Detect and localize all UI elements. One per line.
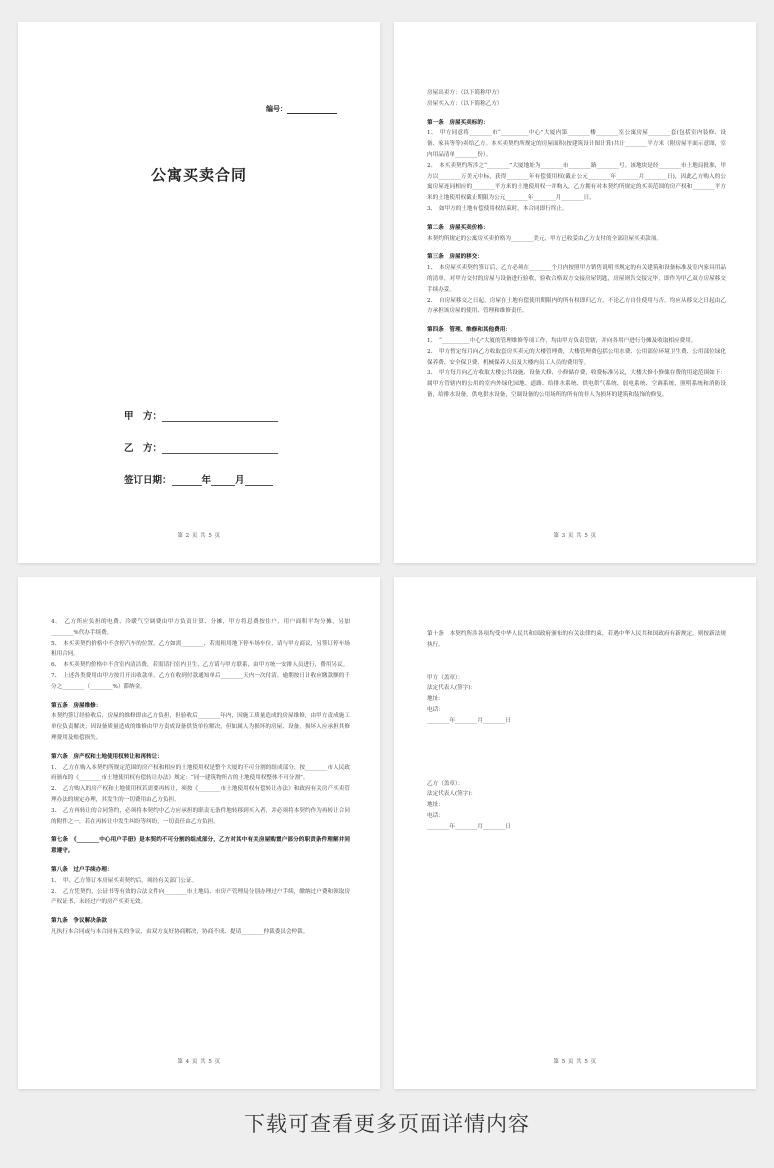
page-4-body xyxy=(51,617,350,938)
clause-paragraph: 本契约签订经验收后，房屋的维修即由乙方负担，但验收后________年内，因施工质量造成的房屋维修，由甲方责成施工单位负责解决；因设备质量造成的维修由甲方责成设备供货单位解决，但如属人为损坏的房屋、设备，损坏人应承担其修理费用及赔偿损失。 xyxy=(51,713,350,741)
party-b-address: 地址： xyxy=(427,802,444,809)
date-label: 签订日期： xyxy=(124,475,172,486)
clause-paragraph: 房屋买入方：（以下简称乙方） xyxy=(427,100,503,107)
page-number: 第 5 页 共 5 页 xyxy=(553,1059,597,1065)
clause-paragraph: 6、 本买卖契约价格中不含室内清洁费，若需请扫室内卫生，乙方请与甲方联系，由甲方统一安排人员进行，费用另议。 xyxy=(51,662,349,669)
contract-page-5 xyxy=(394,577,756,1089)
article-heading: 第五条 房屋维修： xyxy=(51,702,102,709)
clause-paragraph: 本契约所规定的公寓房买卖价格为________美元，甲方已收妥由乙方支付的全部房屋买卖款项。 xyxy=(427,235,662,242)
clause-paragraph: 凡执行本合同或与本合同有关的争议，由双方友好协商解决，协商不成，提请________仲裁委员会仲裁。 xyxy=(51,928,309,935)
number-label: 编号： xyxy=(266,104,287,113)
party-b-line xyxy=(124,440,278,454)
party-b-date: ________年________月________日 xyxy=(427,823,511,830)
party-b-label: 乙 方： xyxy=(124,443,163,454)
page-5-body xyxy=(427,629,726,833)
page-number: 第 4 页 共 5 页 xyxy=(177,1059,221,1065)
party-b-blank xyxy=(162,443,278,454)
clause-paragraph: 5、 本买卖契约价格中不含停汽车的位置，乙方如需________，若需租用地下停车场车位，请与甲方商议，另签订停车场租用合同。 xyxy=(51,640,350,658)
clause-paragraph: 7、 上述各类费用由甲方按月开出收款单，乙方在收到付款通知单后________天内一次付清。逾期按日计收应缴款额的千分之________（________%）滞纳金。 xyxy=(51,672,350,690)
party-b-phone: 电话： xyxy=(427,812,444,819)
clause-paragraph: 3、 甲方每月向乙方收取大楼公共设施、设备大修、小修储存费，收费标准另议，大楼大修小修储存费的用途范围如下：属甲方管辖内的公用的室内外绿化园地、道路、给排水系统、供电供气系统、弱电系统、空调系统、照明系统和消防设备，给排水设备，供电供水设备，空调设备的公用场所的所有的非人为损坏的建筑和装饰的修复。 xyxy=(427,370,726,398)
contract-page-4 xyxy=(18,577,380,1089)
article-heading: 第六条 房产权和土地使用权转让和再转让： xyxy=(51,753,163,760)
article-heading: 第一条 房屋买卖标的： xyxy=(427,119,489,126)
sign-date-line xyxy=(124,472,273,486)
article-heading: 第七条 《________中心用户手册》是本契约不可分割的组成部分，乙方对其中有关房屋购置户部分的职责条件理解并同意遵守。 xyxy=(51,837,350,855)
clause-paragraph: 2、 乙方购入的房产权和土地使用权若需要再转让，须按《________市土地使用权有偿转让办法》和政府有关房产买卖管理办法的规定办理，其发生的一切费用由乙方负担。 xyxy=(51,786,350,803)
article-heading: 第四条 管理、维修和其他费用： xyxy=(427,327,511,334)
party-a-line xyxy=(124,408,278,422)
month-blank xyxy=(211,475,235,486)
clause-paragraph: 1、 “__________中心”大厦的管理维修等项工作，均由甲方负责管辖，并向各用户进行分摊及收取相应费用。 xyxy=(427,337,697,344)
contract-title: 公寓买卖合同 xyxy=(150,166,247,184)
party-a-phone: 电话： xyxy=(427,706,444,713)
party-a-rep: 法定代表人(签字)： xyxy=(427,685,477,692)
page-number: 第 2 页 共 5 页 xyxy=(177,533,221,539)
page-number: 第 3 页 共 5 页 xyxy=(553,533,597,539)
party-a-seal: 甲方（盖章）： xyxy=(427,674,464,681)
clause-paragraph: 1、 乙方在购入本契约所规定范围的房产权和相应的土地使用权是整个大厦的不可分割的组成部分，按________市人民政府颁布的《________市土地使用权有偿转让办法》规定：“同一建筑物所占的土地使用权整体不可分割”。 xyxy=(51,764,350,782)
article-heading: 第九条 争议解决条款 xyxy=(51,918,107,925)
clause-paragraph: 2、 本买卖契约所涉之“________”大厦地址为________市________路________号。该地块是经________市土地局批准，甲方以________万美元中标，获得________年有偿使用权(截止公元________年________月________日)，因此乙方购入的公寓房屋连同相应的________平方米的土地使用权一并购入，乙方拥有对本契约所规定的买卖范围的房产权和________平方米的土地使用权截止期限为公元________年________月________日。 xyxy=(427,162,726,202)
page-3-body xyxy=(427,88,726,401)
clause-paragraph: 2、 甲方暂定每月向乙方收取套房买卖元的大楼管理费，大楼管理费包括公用水费、公用部位环境卫生费、公用部位绿化保养费、安全保卫费、机械保养人员及大楼内员工人员的费用等。 xyxy=(427,348,726,366)
party-a-label: 甲 方： xyxy=(124,411,163,422)
party-a-address: 地址： xyxy=(427,696,444,703)
year-label: 年 xyxy=(201,475,212,486)
party-a-blank xyxy=(162,411,278,422)
clause-paragraph: 2、 自房屋移交之日起，房屋在土地有偿使用期限内的所有权即归乙方，不论乙方自住使用与否，均应从移交之日起由乙方承担该房屋的使用、管理和维修责任。 xyxy=(427,297,726,315)
clause-paragraph: 1、 甲、乙方签订本房屋买卖契约后，须经有关部门公证。 xyxy=(51,877,198,884)
download-caption[interactable]: 下载可查看更多页面详情内容 xyxy=(244,1112,530,1136)
contract-number xyxy=(266,104,337,114)
party-b-seal: 乙方（盖章）： xyxy=(427,780,464,787)
party-b-rep: 法定代表人(签字)： xyxy=(427,791,477,798)
number-blank xyxy=(287,106,337,114)
contract-page-3 xyxy=(394,22,756,563)
article-heading: 第八条 过户手续办理： xyxy=(51,866,113,873)
month-label: 月 xyxy=(235,475,245,486)
clause-paragraph: 1、 甲方同意将________市“__________中心”大厦内第________楼________室公寓房屋________套(包括室内装修、设备、家具等等)卖给乙方。本买卖契约所规定的房屋面积(按建筑设计图计算)共计________平方米（附房屋平面示意图，室内用品清单________份）。 xyxy=(427,130,726,158)
article-10: 第十条 本契约所涉各项均受中华人民共和国政府颁布的有关法律约束，若遇中华人民共和国政府有新规定，则按新法规执行。 xyxy=(427,631,726,648)
clause-paragraph: 3、 乙方再转让的合同签约，必须将本契约中乙方应承担的职责无条件地转移到买入者，并必须将本契约作为再转让合同的附件之一，若在再转让中发生纠纷等纠纷，一切责任由乙方负担。 xyxy=(51,807,350,825)
day-blank xyxy=(245,475,273,486)
clause-paragraph: 4、 乙方所应负担的电费、冷暖气空调费由甲方负责计算、分摊，甲方将息费按住户、用户面积平均分摊，另加________%代办手续费。 xyxy=(51,619,350,636)
clause-paragraph: 1、 本房屋买卖契约签订后，乙方必须在________个月内按照甲方销售说明书规定的有关建筑和设备标准及室内家具用品的清单，对甲方交付的房屋与设备进行验收，验收合格双方交接房屋钥匙，房屋则告交接完毕，即作为甲乙双方房屋移交手续办妥。 xyxy=(427,265,726,293)
cover-page xyxy=(18,22,380,563)
clause-paragraph: 2、 乙方凭契约，公证书等有效的合法文件向________市土地局、市房产管理局分别办理过户手续，缴纳过户费和领取房产权证书，未经过户的房产买卖无效。 xyxy=(51,888,350,906)
party-a-date: ________年________月________日 xyxy=(427,717,511,724)
article-heading: 第三条 房屋的移交： xyxy=(427,254,483,261)
clause-paragraph: 3、 如甲方的土地有偿使用权结束时，本合同即行终止。 xyxy=(427,205,568,212)
article-heading: 第二条 房屋买卖价格： xyxy=(427,224,489,231)
year-blank xyxy=(172,475,202,486)
clause-paragraph: 房屋出卖方：（以下简称甲方） xyxy=(427,90,503,96)
